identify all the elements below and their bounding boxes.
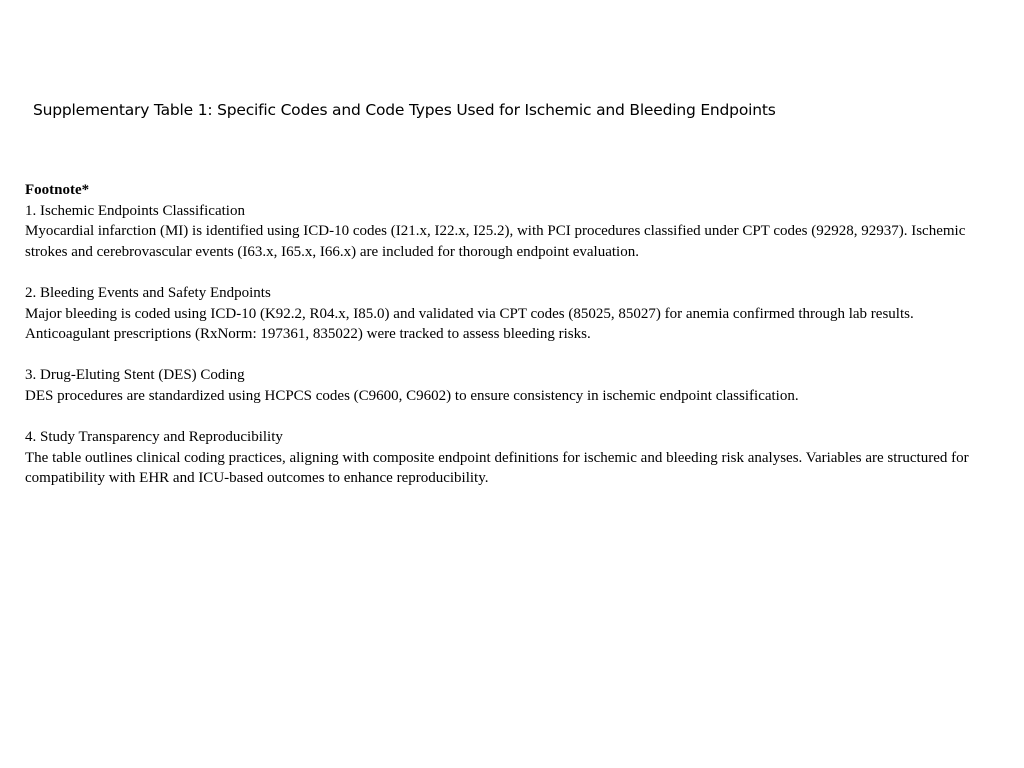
section-body: The table outlines clinical coding practices, aligning with composite endpoint definitions for ischemic and bleeding risk analyses. Variables are structured for compatibility with EHR and ICU-based outcomes to enhance reproducibility. bbox=[25, 449, 969, 487]
slide-title: Supplementary Table 1: Specific Codes and Code Types Used for Ischemic and Bleeding Endpoints bbox=[33, 101, 776, 119]
section-heading: 1. Ischemic Endpoints Classification bbox=[25, 202, 245, 219]
section-body: DES procedures are standardized using HCPCS codes (C9600, C9602) to ensure consistency in ischemic endpoint classification. bbox=[25, 387, 799, 404]
footnote-section-transparency bbox=[25, 427, 1000, 489]
footnote bbox=[25, 180, 1000, 489]
section-heading: 4. Study Transparency and Reproducibility bbox=[25, 429, 283, 446]
section-heading: 2. Bleeding Events and Safety Endpoints bbox=[25, 284, 271, 301]
footnote-section-ischemic bbox=[25, 201, 1000, 263]
section-body: Major bleeding is coded using ICD-10 (K92.2, R04.x, I85.0) and validated via CPT codes (85025, 85027) for anemia confirmed through lab results. Anticoagulant prescriptions (RxNorm: 197361, 835022) were tracked to assess bleeding risks. bbox=[25, 305, 914, 343]
footnote-section-bleeding bbox=[25, 283, 1000, 345]
section-heading: 3. Drug-Eluting Stent (DES) Coding bbox=[25, 367, 245, 384]
footnote-label: Footnote* bbox=[25, 182, 90, 198]
footnote-section-des bbox=[25, 365, 1000, 406]
section-body: Myocardial infarction (MI) is identified using ICD-10 codes (I21.x, I22.x, I25.2), with PCI procedures classified under CPT codes (92928, 92937). Ischemic strokes and cerebrovascular events (I63.x, I65.x, I66.x) are included for thorough endpoint evaluation. bbox=[25, 223, 966, 260]
